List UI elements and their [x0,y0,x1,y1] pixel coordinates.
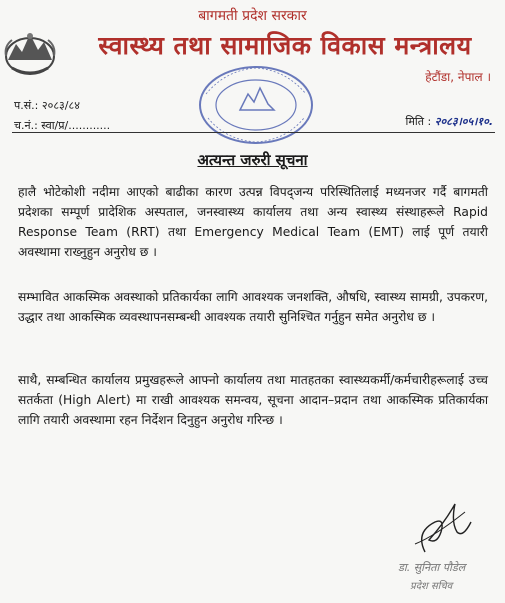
office-seal-stamp [196,64,316,146]
date-value: २०८३।०५।१०. [434,115,493,128]
reference-label: प.सं.: [14,99,39,112]
reference-value: २०८३/८४ [41,99,80,112]
dispatch-value: स्वा/प्र/............ [41,119,111,132]
dispatch-label: च.नं.: [14,119,38,132]
notice-paragraph-2: सम्भावित आकस्मिक अवस्थाको प्रतिकार्यका लागि आवश्यक जनशक्ति, औषधि, स्वास्थ्य सामग्री, उपकरण, उद्धार तथा आकस्मिक व्यवस्थापनसम्बन्धी आवश्यक तयारी सुनिश्चित गर्नुहुन समेत अनुरोध छ । [18,290,488,324]
office-location: हेटौंडा, नेपाल । [425,70,491,84]
handwritten-signature [385,492,475,562]
government-name: बागमती प्रदेश सरकार [198,8,307,24]
date-label: मिति : [405,115,432,128]
reference-number [14,98,80,113]
header-divider [12,132,495,133]
notice-paragraph-3: साथै, सम्बन्धित कार्यालय प्रमुखहरूले आफ्नो कार्यालय तथा मातहतका स्वास्थ्यकर्मी/कर्मचारीहरूलाई उच्च सतर्कता (High Alert) मा राखी आवश्यक समन्वय, सूचना आदान–प्रदान तथा आकस्मिक प्रतिकार्यका लागि तयारी अवस्थामा रहन निर्देशन दिनुहुन अनुरोध गरिन्छ । [18,373,488,427]
signatory-name: डा. सुनिता पौडेल [398,561,466,574]
letter-date [405,114,493,129]
notice-paragraph-1: हालै भोटेकोशी नदीमा आएको बाढीका कारण उत्पन्न विपद्जन्य परिस्थितिलाई मध्यनजर गर्दै बागमती प्रदेशका सम्पूर्ण प्रादेशिक अस्पताल, जनस्वास्थ्य कार्यालय तथा अन्य स्वास्थ्य संस्थाहरूले Rapid Response Team (RRT) तथा Emergency Medical Team (EMT) लाई पूर्ण तयारी अवस्थामा राख्नुहुन अनुरोध छ । [18,185,488,259]
nepal-emblem-icon [2,26,58,78]
notice-title: अत्यन्त जरुरी सूचना [197,151,308,169]
signatory-title: प्रदेश सचिव [410,581,453,592]
dispatch-number [14,118,110,133]
ministry-name: स्वास्थ्य तथा सामाजिक विकास मन्त्रालय [98,31,472,60]
